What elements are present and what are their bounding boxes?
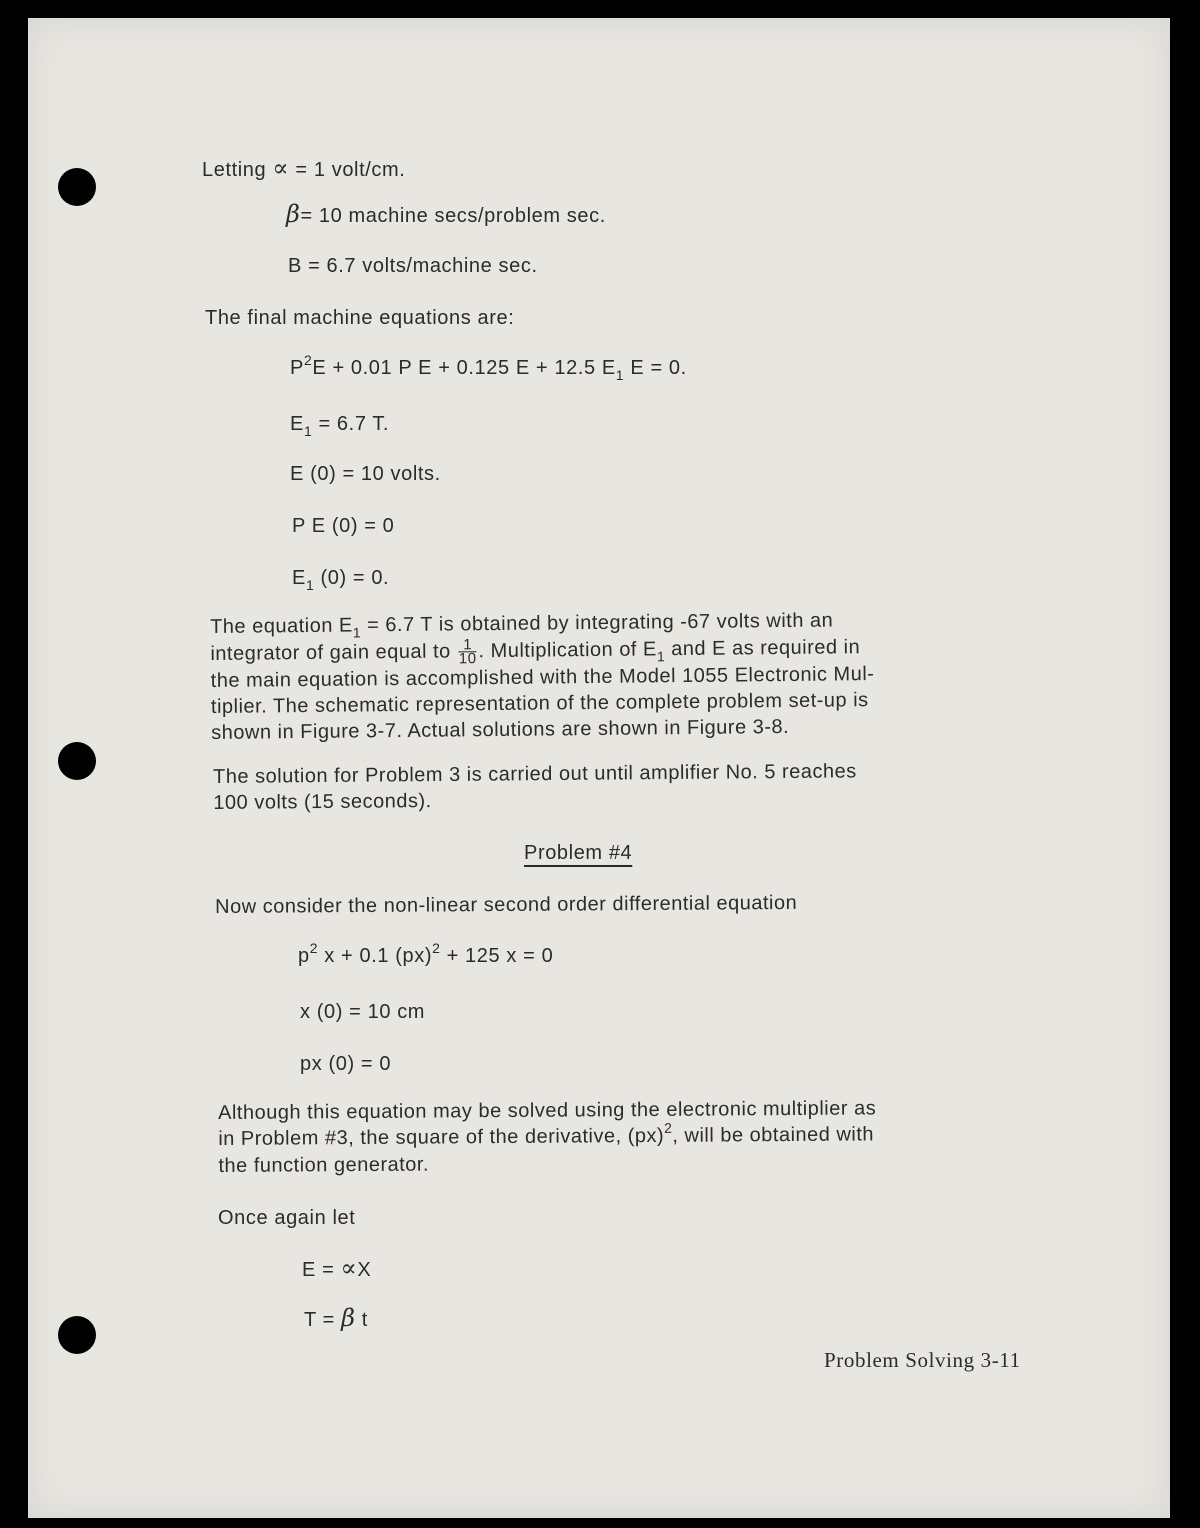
para1-line4: tiplier. The schematic representation of the complete problem set-up is — [210, 689, 869, 719]
para2-line2: 100 volts (15 seconds). — [213, 790, 432, 814]
initial-condition-x: x (0) = 10 cm — [300, 1001, 426, 1023]
punch-hole-middle — [58, 742, 96, 780]
machine-equation-2: $E_1 = 6.7$ T. — [290, 413, 390, 439]
alpha-symbol: ∝ — [272, 154, 290, 182]
para4-line2: in Problem #3, the square of the derivative, (px)$^2$, will be obtained with — [218, 1119, 875, 1150]
alpha-symbol: ∝ — [340, 1254, 358, 1282]
scaling-equation-t: T = β t — [304, 1304, 368, 1332]
scaling-equation-e: E = ∝X — [302, 1254, 372, 1282]
initial-condition-e: E (0) = 10 volts. — [290, 463, 441, 485]
problem-4-heading: Problem #4 — [524, 842, 633, 864]
final-equations-intro: The final machine equations are: — [205, 307, 515, 329]
machine-equation-1: $P^2E + 0.01$ P E + 0.125 E + 12.5 $E_1$ E = 0. — [290, 352, 687, 383]
initial-condition-e1: $E_1$ (0) = 0. — [292, 567, 390, 593]
once-again-let: Once again let — [218, 1207, 356, 1229]
para1-line5: shown in Figure 3-7. Actual solutions are shown in Figure 3-8. — [211, 716, 790, 745]
initial-condition-px: px (0) = 0 — [300, 1053, 392, 1075]
letting-alpha-line: Letting ∝ = 1 volt/cm. — [202, 154, 406, 182]
punch-hole-top — [58, 168, 96, 206]
initial-condition-pe: P E (0) = 0 — [292, 515, 395, 537]
paragraph-problem3-solution — [213, 758, 857, 816]
paragraph-nonlinear-intro: Now consider the non-linear second order differential equation — [215, 891, 798, 918]
para1-line2: integrator of gain equal to $\frac{1}{10}$ . Multiplication of $E_1$ and E as required in — [210, 636, 861, 668]
para1-line3: the main equation is accomplished with the Model 1055 Electronic Mul- — [210, 663, 875, 693]
punch-hole-bottom — [58, 1316, 96, 1354]
para4-line3: the function generator. — [218, 1153, 430, 1177]
beta-symbol: β — [286, 200, 301, 228]
para4-line1: Although this equation may be solved using the electronic multiplier as — [218, 1097, 877, 1124]
para2-line1: The solution for Problem 3 is carried out until amplifier No. 5 reaches — [213, 760, 857, 788]
nonlinear-equation: $p^2$ x + 0.1 (px)$^2$ + 125 x = 0 — [298, 940, 554, 967]
para1-line1: The equation $E_1 = 6.7$ T is obtained by integrating -67 volts with an — [210, 609, 834, 641]
beta-definition-line: β= 10 machine secs/problem sec. — [286, 200, 606, 228]
b-definition-line: B = 6.7 volts/machine sec. — [288, 255, 538, 277]
beta-symbol: β — [341, 1304, 356, 1332]
paragraph-function-generator — [218, 1095, 877, 1179]
paragraph-integration-explanation — [210, 607, 875, 746]
page-footer: Problem Solving 3-11 — [824, 1348, 1021, 1372]
fraction-one-tenth: $\frac{1}{10}$ — [458, 636, 477, 668]
